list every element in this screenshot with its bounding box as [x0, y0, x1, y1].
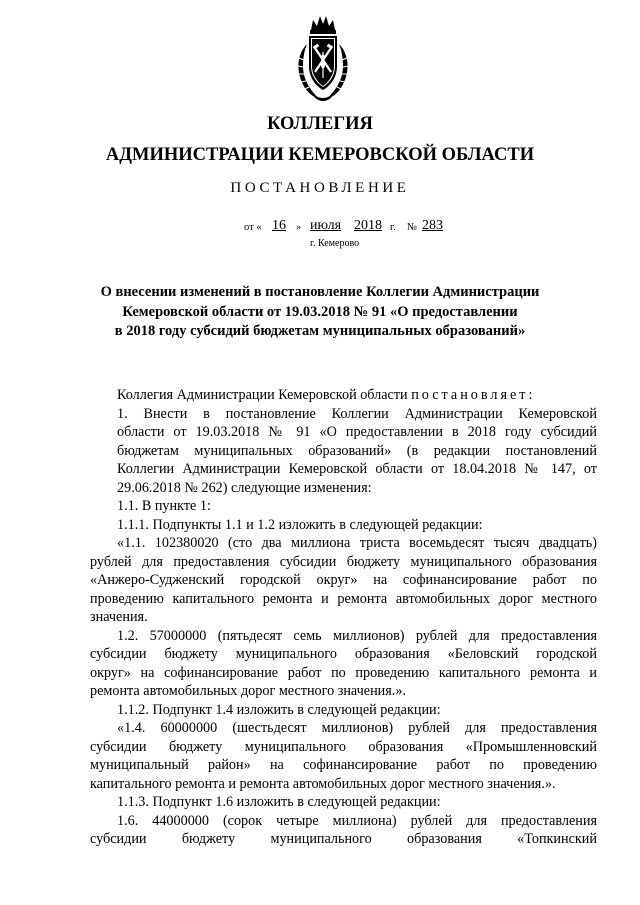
issue-place: г. Кемерово	[310, 238, 360, 249]
organization-title: КОЛЛЕГИЯ	[267, 114, 373, 134]
text-line: субсидии бюджету муниципального образования «Промышленновский	[90, 738, 597, 755]
text-line: субсидии бюджету муниципального образования «Беловский городской	[90, 646, 597, 662]
text-line: 1.2. 57000000 (пятьдесят семь миллионов) рублей для предоставления	[117, 627, 597, 644]
text-line: «Анжеро-Судженский городской округ» на софинансирование работ по	[90, 572, 597, 588]
text-line: 1. Внести в постановление Коллегии Администрации Кемеровской	[117, 405, 597, 422]
text-line: округ» на софинансирование работ по проведению капитального ремонта и	[90, 664, 597, 681]
text-line: «1.4. 60000000 (шестьдесят миллионов) рублей для предоставления	[117, 720, 597, 736]
text-line: ремонта автомобильных дорог местного значения.».	[90, 683, 406, 699]
intro-verb: постановляет:	[411, 387, 536, 403]
number-label: №	[407, 222, 418, 233]
text-line: Коллегии Администрации Кемеровской области от 18.04.2018 № 147, от	[117, 461, 597, 477]
date-prefix: от «	[244, 222, 262, 233]
document-type: ПОСТАНОВЛЕНИЕ	[230, 180, 410, 196]
kemerovo-coat-of-arms-icon	[293, 14, 353, 102]
paragraph-item-1-1: 1.1. В пункте 1:	[117, 498, 211, 514]
date-quote-close: »	[296, 222, 302, 233]
text-line: капитального ремонта и ремонта автомобильных дорог местного значения.».	[90, 775, 556, 792]
paragraph-item-1	[90, 405, 597, 498]
text-line: бюджетам муниципальных образований» (в редакции постановлений	[117, 442, 597, 459]
document-subject	[0, 283, 640, 342]
date-month: июля	[310, 218, 342, 233]
organization-subtitle: АДМИНИСТРАЦИИ КЕМЕРОВСКОЙ ОБЛАСТИ	[105, 145, 535, 165]
text-line: рублей для предоставления субсидии бюджету муниципального образования	[90, 553, 597, 570]
date-year-suffix: г.	[390, 222, 396, 233]
document-number: 283	[422, 218, 443, 233]
text-line: субсидии бюджету муниципального образования «Топкинский	[90, 831, 597, 847]
text-line: значения.	[90, 609, 148, 625]
paragraph-item-1-1-2: 1.1.2. Подпункт 1.4 изложить в следующей редакции:	[117, 701, 441, 718]
text-line: проведению капитального ремонта и ремонта автомобильных дорог местного	[90, 590, 597, 607]
text-line: муниципальный район» на софинансирование работ по проведению	[90, 757, 597, 773]
intro-paragraph	[90, 386, 597, 405]
date-year: 2018	[354, 218, 382, 233]
text-line: 1.6. 44000000 (сорок четыре миллиона) рублей для предоставления	[117, 812, 597, 829]
document-body	[90, 386, 597, 849]
paragraph-sub-1-1	[90, 534, 597, 627]
text-line: «1.1. 102380020 (сто два миллиона триста восемьдесят тысяч двадцать)	[117, 535, 597, 551]
paragraph-sub-1-6	[90, 812, 597, 849]
date-line	[244, 218, 464, 238]
subject-line: О внесении изменений в постановление Коллегии Администрации	[100, 284, 540, 300]
paragraph-item-1-1-3: 1.1.3. Подпункт 1.6 изложить в следующей редакции:	[117, 794, 441, 810]
subject-line: Кемеровской области от 19.03.2018 № 91 «О предоставлении	[122, 303, 518, 320]
paragraph-sub-1-4	[90, 719, 597, 793]
paragraph-sub-1-2	[90, 627, 597, 701]
subject-line: в 2018 году субсидий бюджетам муниципальных образований»	[114, 323, 526, 339]
date-day: 16	[272, 218, 286, 233]
text-line: 29.06.2018 № 262) следующие изменения:	[117, 479, 372, 496]
intro-text: Коллегия Администрации Кемеровской области	[117, 387, 408, 403]
paragraph-item-1-1-1: 1.1.1. Подпункты 1.1 и 1.2 изложить в следующей редакции:	[117, 516, 483, 533]
text-line: области от 19.03.2018 № 91 «О предоставлении в 2018 году субсидий	[117, 424, 597, 440]
